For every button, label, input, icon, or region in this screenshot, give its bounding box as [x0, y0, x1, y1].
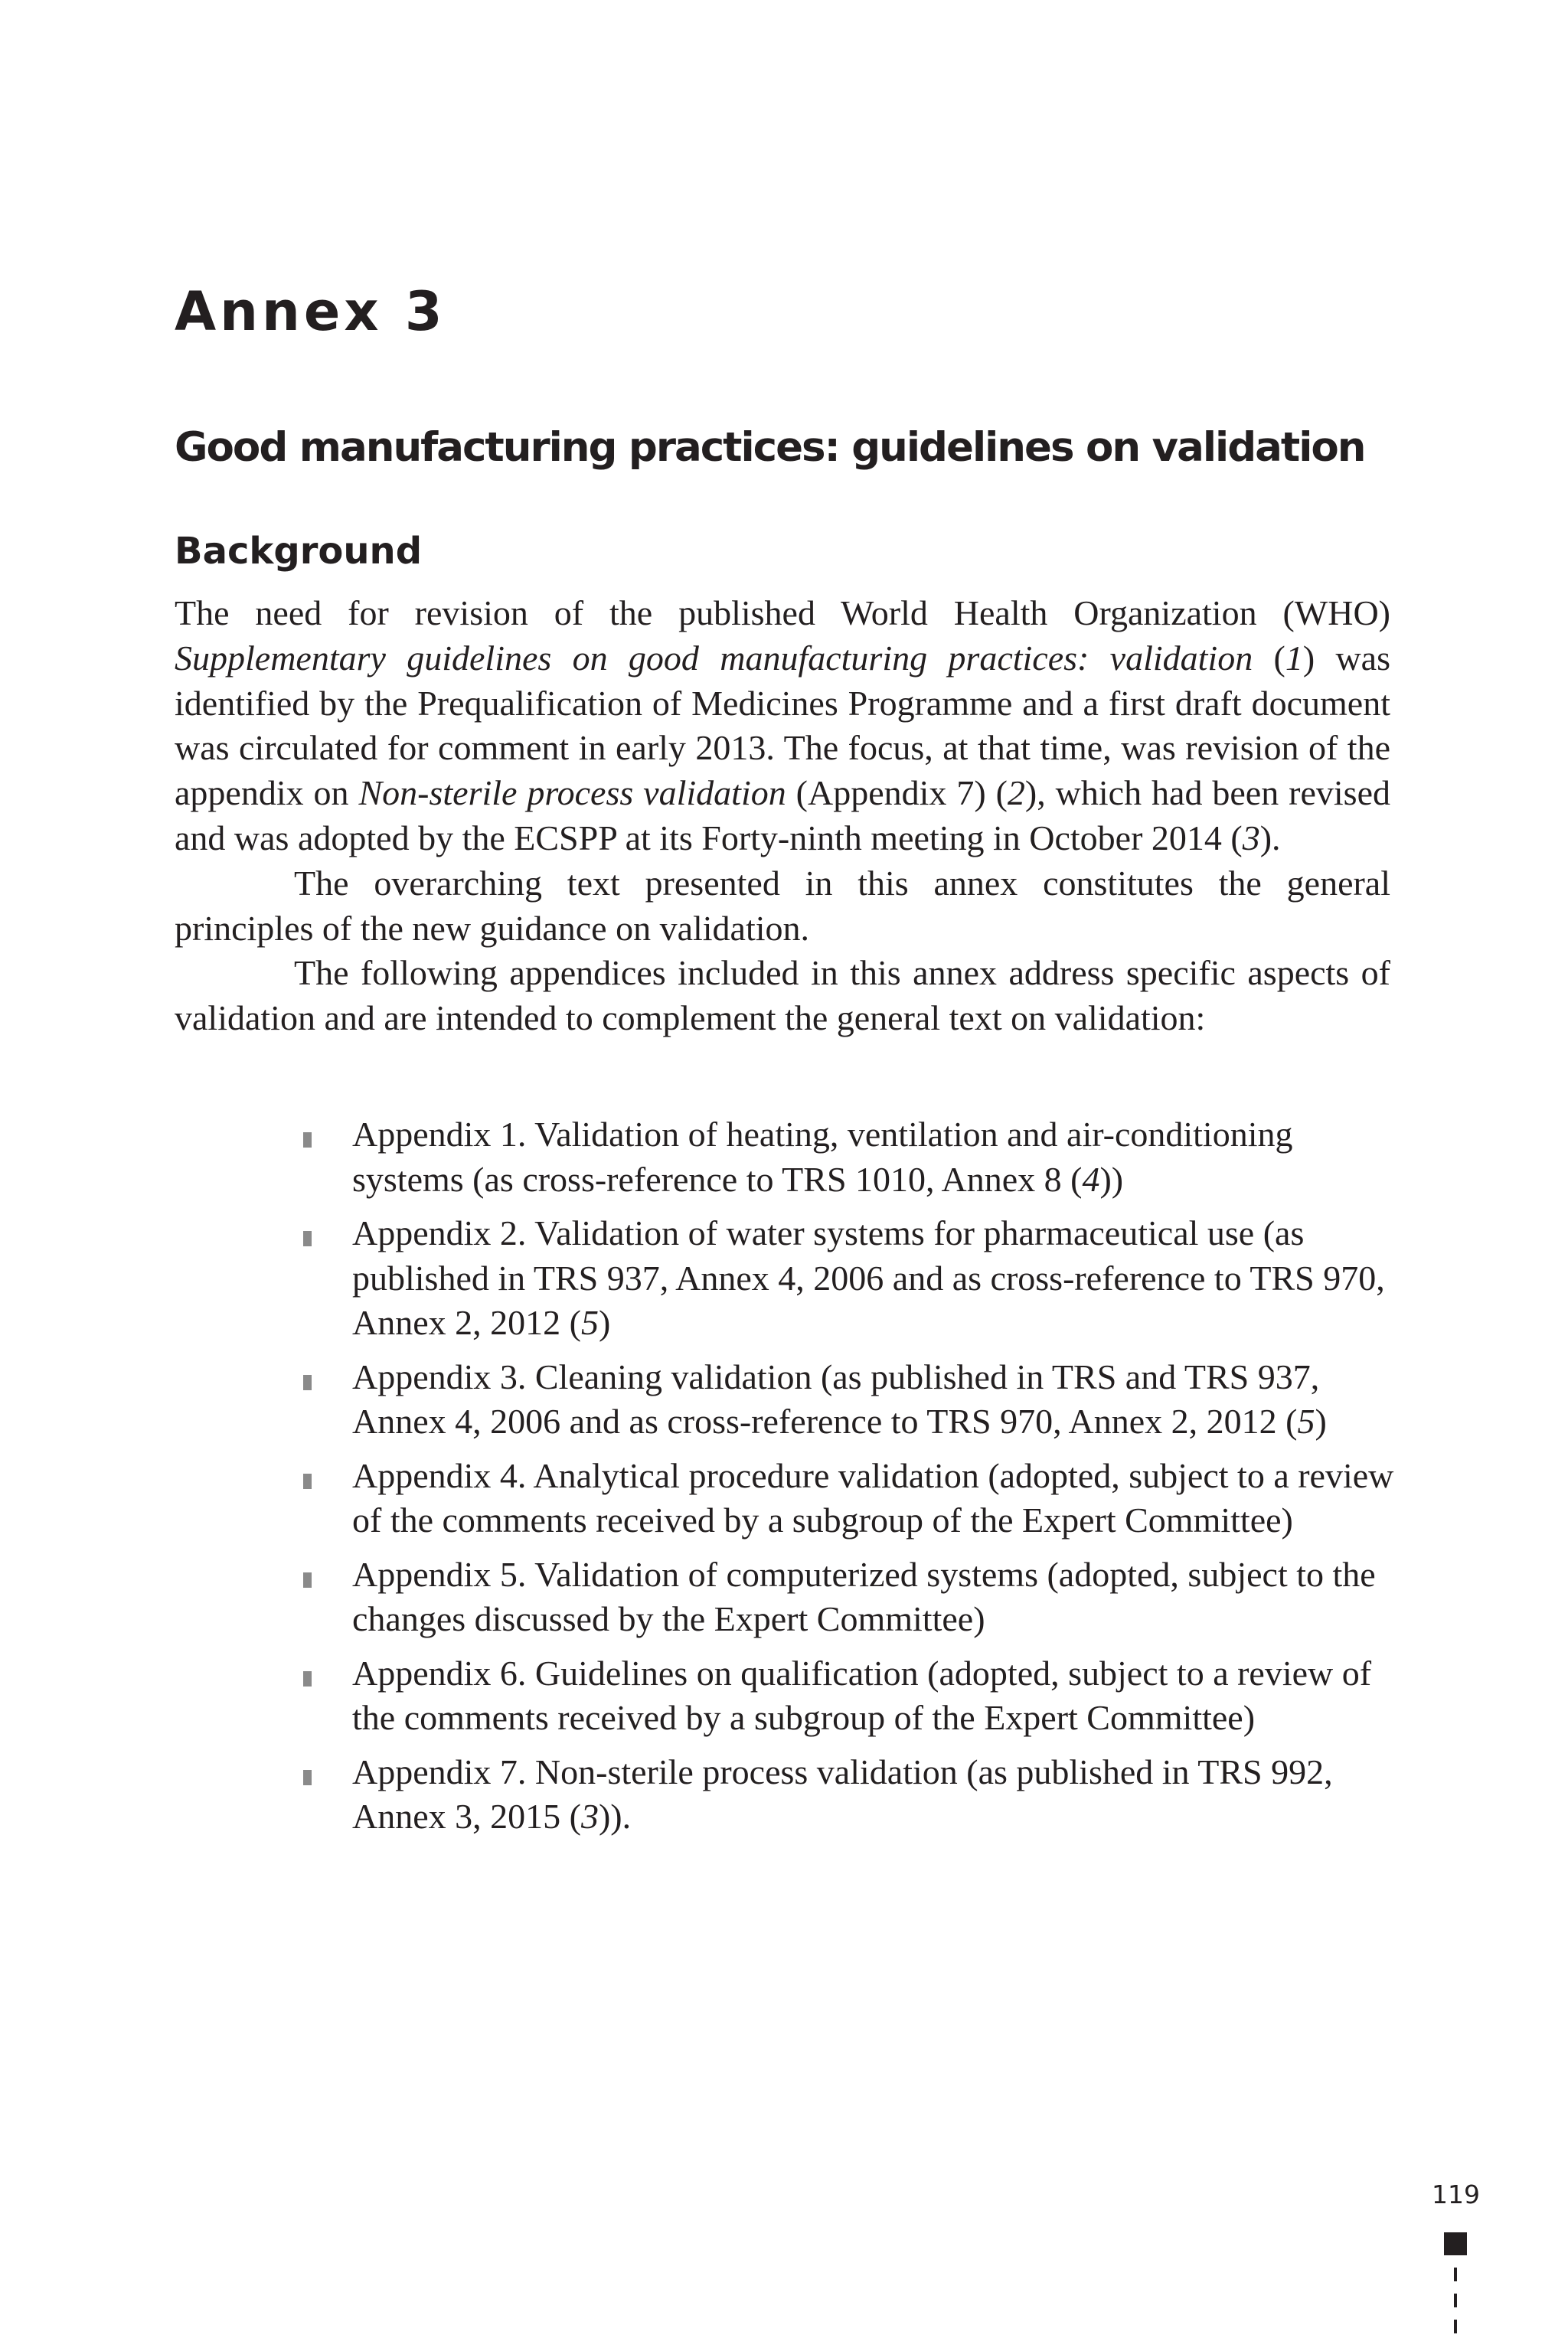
page-number: 119 [1432, 2180, 1480, 2209]
list-item-appendix-6 [299, 1651, 1398, 1741]
bullet-icon [303, 1671, 312, 1687]
paragraph-2: The overarching text presented in this annex constitutes the general principles of the new guidance on validation. [175, 863, 1390, 948]
background-body [175, 591, 1390, 1041]
paragraph-1 [175, 591, 1390, 861]
appendix-1-ref: 4 [1082, 1159, 1100, 1199]
bullet-icon [303, 1231, 312, 1246]
p1-text-1: The need for revision of the published World Health Organization (WHO) [175, 593, 1390, 632]
reference-3: 3 [1242, 818, 1260, 857]
appendix-3-ref: 5 [1297, 1402, 1315, 1441]
appendix-3-text: Appendix 3. Cleaning validation (as published in TRS and TRS 937, Annex 4, 2006 and as cross-reference to TRS 970, Annex 2, 2012 ( [352, 1357, 1320, 1441]
page-marker-dash-icon [1454, 2268, 1457, 2281]
page-marker-square-icon [1444, 2232, 1467, 2255]
p1-text-2: ( [1253, 638, 1285, 678]
annex-title: Annex 3 [175, 280, 446, 343]
list-item-appendix-2 [299, 1211, 1398, 1346]
list-item-appendix-5 [299, 1553, 1398, 1642]
bullet-icon [303, 1474, 312, 1489]
bullet-icon [303, 1375, 312, 1390]
paragraph-3: The following appendices included in this annex address specific aspects of validation and are intended to complement the general text on validation: [175, 953, 1390, 1038]
appendix-7-ref: 3 [580, 1797, 599, 1836]
list-item-appendix-4 [299, 1454, 1398, 1543]
appendix-7-tail: )). [598, 1797, 632, 1836]
p1-text-3: ) was identified by the Prequalification of Medicines Programme and a first draft document was circulated for comment in early 2013. The focus, at that time, was revision of the appendix on [175, 638, 1390, 813]
p1-text-4: (Appendix 7) ( [786, 773, 1008, 813]
p1-text-5: ), which had been revised and was adopted by the ECSPP at its Forty-ninth meeting in October 2014 ( [175, 773, 1390, 857]
p1-italic-title: Supplementary guidelines on good manufacturing practices: validation [175, 638, 1253, 678]
list-item-appendix-7 [299, 1750, 1398, 1840]
document-title: Good manufacturing practices: guidelines on validation [175, 424, 1365, 471]
appendix-5-text: Appendix 5. Validation of computerized systems (adopted, subject to the changes discussed by the Expert Committee) [352, 1554, 1376, 1638]
appendix-2-ref: 5 [580, 1303, 599, 1342]
reference-1: 1 [1285, 638, 1303, 678]
appendix-list [299, 1112, 1398, 1849]
p1-text-6: ). [1259, 818, 1281, 857]
page-marker-dash-icon [1454, 2320, 1457, 2333]
appendix-7-text: Appendix 7. Non-sterile process validation (as published in TRS 992, Annex 3, 2015 ( [352, 1752, 1333, 1836]
reference-2: 2 [1007, 773, 1025, 813]
appendix-6-text: Appendix 6. Guidelines on qualification (adopted, subject to a review of the comments received by a subgroup of the Expert Committee) [352, 1653, 1372, 1737]
list-item-appendix-1 [299, 1112, 1398, 1202]
appendix-4-text: Appendix 4. Analytical procedure validation (adopted, subject to a review of the comments received by a subgroup of the Expert Committee) [352, 1455, 1394, 1540]
appendix-1-tail: )) [1099, 1159, 1124, 1199]
section-heading-background: Background [175, 530, 423, 573]
appendix-3-tail: ) [1315, 1402, 1327, 1441]
appendix-1-text: Appendix 1. Validation of heating, ventilation and air-conditioning systems (as cross-reference to TRS 1010, Annex 8 ( [352, 1115, 1293, 1199]
list-item-appendix-3 [299, 1355, 1398, 1445]
p1-italic-appendix: Non-sterile process validation [358, 773, 786, 813]
bullet-icon [303, 1132, 312, 1148]
bullet-icon [303, 1572, 312, 1588]
appendix-2-text: Appendix 2. Validation of water systems for pharmaceutical use (as published in TRS 937, Annex 4, 2006 and as cross-reference to TRS 970, Annex 2, 2012 ( [352, 1213, 1385, 1342]
bullet-icon [303, 1770, 312, 1785]
page-marker-dash-icon [1454, 2294, 1457, 2307]
appendix-2-tail: ) [598, 1303, 611, 1342]
